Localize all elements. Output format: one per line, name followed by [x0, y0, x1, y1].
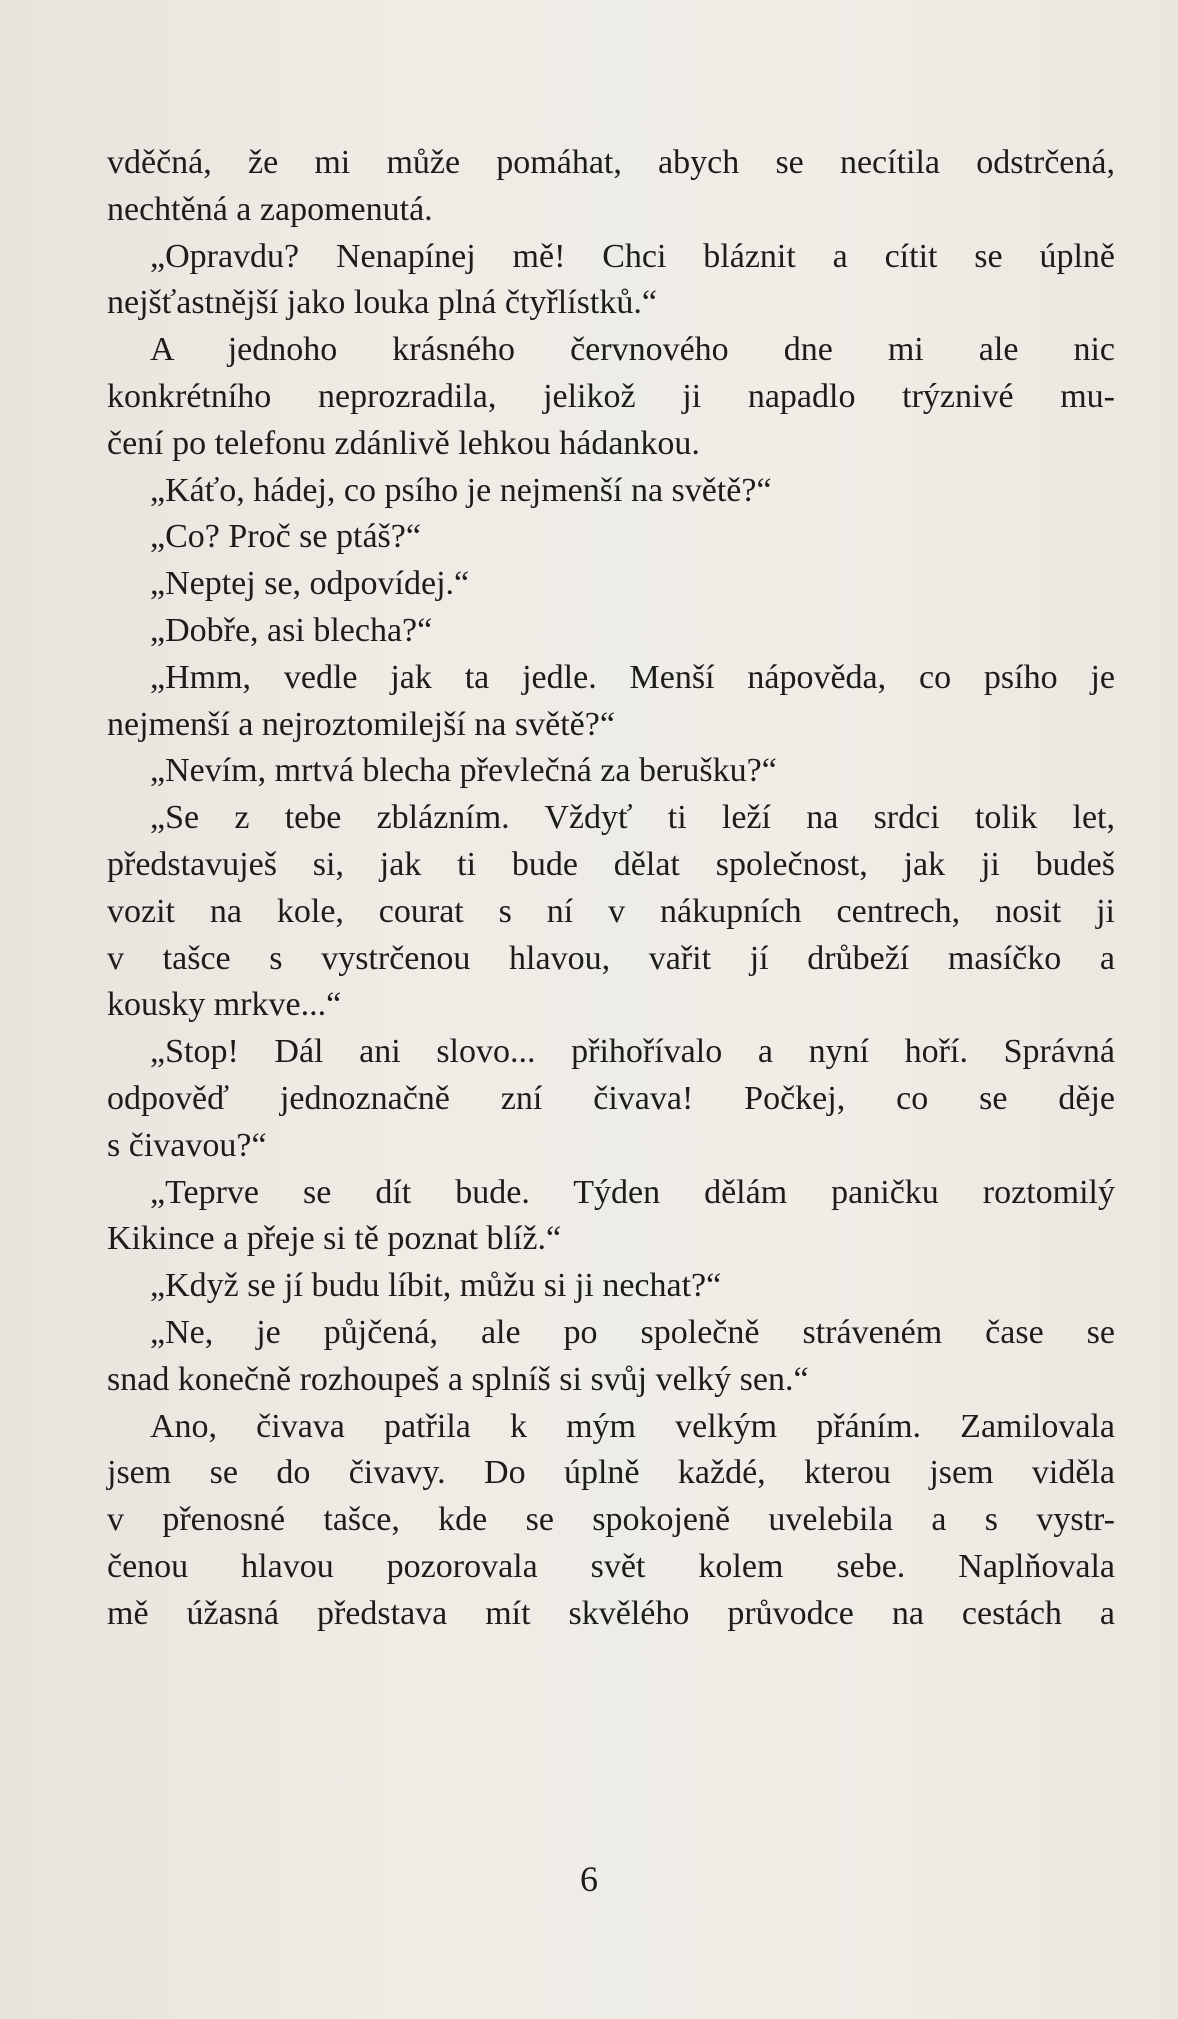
text-line: „Nevím, mrtvá blecha převlečná za berušku?“: [150, 752, 777, 790]
text-line: s čivavou?“: [107, 1126, 267, 1164]
text-line: „Stop! Dál ani slovo... přihořívalo a nyní hoří. Správná: [150, 1033, 1115, 1071]
text-line: konkrétního neprozradila, jelikož ji napadlo trýznivé mu-: [107, 377, 1115, 415]
text-line: představuješ si, jak ti bude dělat společnost, jak ji budeš: [107, 845, 1115, 883]
text-line: snad konečně rozhoupeš a splníš si svůj velký sen.“: [107, 1360, 809, 1398]
text-line: jsem se do čivavy. Do úplně každé, kterou jsem viděla: [107, 1454, 1115, 1492]
text-line: Kikince a přeje si tě poznat blíž.“: [107, 1220, 562, 1258]
text-line: „Opravdu? Nenapínej mě! Chci bláznit a cítit se úplně: [150, 237, 1115, 275]
text-line: A jednoho krásného červnového dne mi ale nic: [150, 331, 1115, 369]
text-line: „Co? Proč se ptáš?“: [150, 518, 421, 556]
text-line: nechtěná a zapomenutá.: [107, 190, 433, 228]
text-line: Ano, čivava patřila k mým velkým přáním. Zamilovala: [150, 1407, 1115, 1445]
text-line: čenou hlavou pozorovala svět kolem sebe. Naplňovala: [107, 1547, 1115, 1585]
text-line: vozit na kole, courat s ní v nákupních centrech, nosit ji: [107, 892, 1115, 930]
text-line: „Když se jí budu líbit, můžu si ji nechat?“: [150, 1267, 722, 1305]
text-line: odpověď jednoznačně zní čivava! Počkej, co se děje: [107, 1079, 1115, 1117]
text-line: v přenosné tašce, kde se spokojeně uvelebila a s vystr-: [107, 1501, 1115, 1539]
text-line: „Se z tebe zblázním. Vždyť ti leží na srdci tolik let,: [150, 799, 1115, 837]
text-line: nejmenší a nejroztomilejší na světě?“: [107, 705, 615, 743]
text-line: nejšťastnější jako louka plná čtyřlístků.“: [107, 284, 657, 322]
body-text: [107, 140, 1115, 1638]
text-line: „Hmm, vedle jak ta jedle. Menší nápověda, co psího je: [150, 658, 1115, 696]
text-line: „Káťo, hádej, co psího je nejmenší na světě?“: [150, 471, 772, 509]
text-line: mě úžasná představa mít skvělého průvodce na cestách a: [107, 1594, 1115, 1632]
text-line: čení po telefonu zdánlivě lehkou hádankou.: [107, 424, 700, 462]
text-line: „Teprve se dít bude. Týden dělám paničku roztomilý: [150, 1173, 1115, 1211]
text-line: vděčná, že mi může pomáhat, abych se necítila odstrčená,: [107, 144, 1115, 181]
text-line: kousky mrkve...“: [107, 986, 342, 1024]
text-line: „Ne, je půjčená, ale po společně stráveném čase se: [150, 1313, 1115, 1351]
page-number: 6: [580, 1859, 598, 1899]
text-line: „Dobře, asi blecha?“: [150, 611, 433, 649]
text-line: v tašce s vystrčenou hlavou, vařit jí drůbeží masíčko a: [107, 939, 1115, 977]
text-line: „Neptej se, odpovídej.“: [150, 565, 470, 603]
